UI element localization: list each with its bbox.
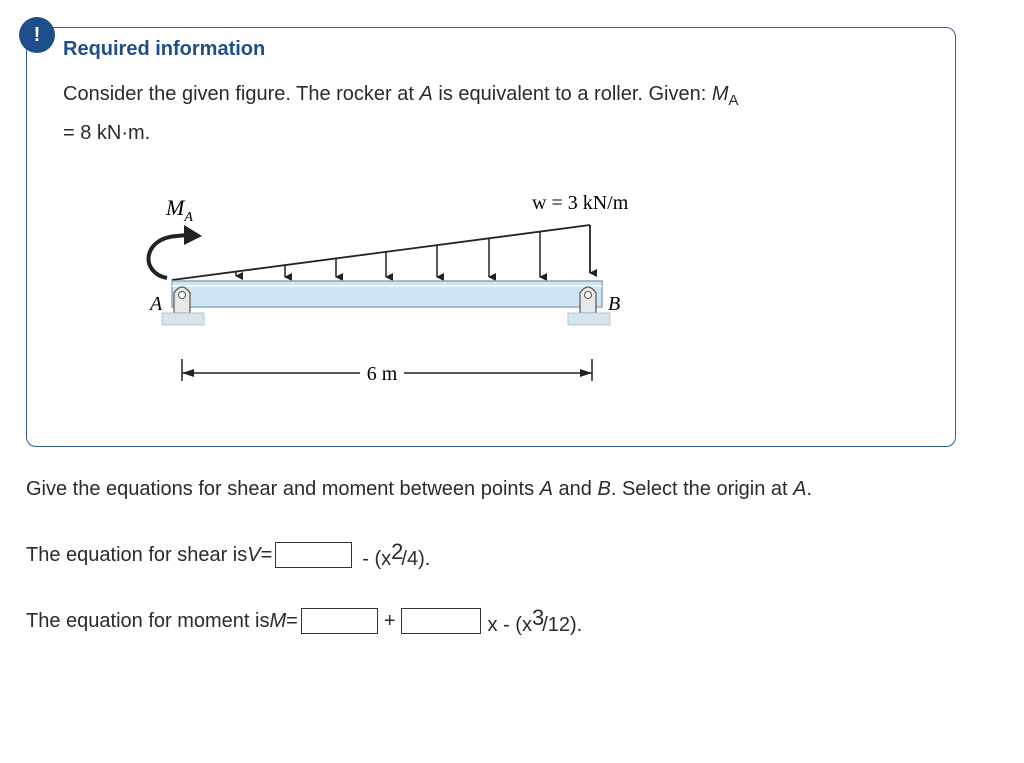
beam-figure [122, 163, 662, 393]
moment-equation-row [26, 605, 582, 637]
info-title: Required information [63, 38, 266, 60]
moment-variable: M [269, 609, 287, 632]
support-a-pin [179, 292, 186, 299]
support-b [580, 287, 596, 313]
dimension-arrow-left [182, 369, 194, 377]
support-b-label: B [608, 293, 621, 315]
moment-prefix: The equation for moment is [26, 609, 270, 632]
ground-a [162, 313, 204, 325]
support-a [174, 287, 190, 313]
moment-suffix: x - $(x^3/12)$. [487, 605, 583, 636]
info-text: Consider the given figure. The rocker at A is equivalent to a roller. Given: $M_A$ = 8 kN·m. [63, 83, 739, 144]
load-label: w = 3 kN/m [532, 192, 629, 214]
shear-prefix: The equation for shear is [26, 543, 248, 566]
moment-arrowhead [184, 225, 202, 245]
span-label: 6 m [366, 363, 398, 385]
question-text: Give the equations for shear and moment between points A and B. Select the origin at A. [26, 478, 813, 500]
beam [172, 281, 602, 307]
load-outline [172, 225, 590, 280]
moment-arrow [149, 235, 187, 278]
shear-variable: V [247, 543, 261, 566]
support-a-label: A [150, 293, 163, 315]
moment-input-2[interactable] [401, 608, 481, 634]
alert-icon: ! [19, 17, 55, 53]
moment-input-1[interactable] [301, 608, 378, 634]
dimension-arrow-right [580, 369, 592, 377]
moment-plus: + [383, 609, 396, 632]
shear-input[interactable] [275, 542, 352, 568]
moment-label: $M_A$ [166, 195, 193, 225]
moment-equals: = [286, 609, 298, 632]
shear-equation-row [26, 539, 430, 571]
support-b-pin [585, 292, 592, 299]
shear-equals: = [260, 543, 273, 566]
shear-suffix: - $(x^2/4)$. [362, 539, 431, 570]
ground-b [568, 313, 610, 325]
